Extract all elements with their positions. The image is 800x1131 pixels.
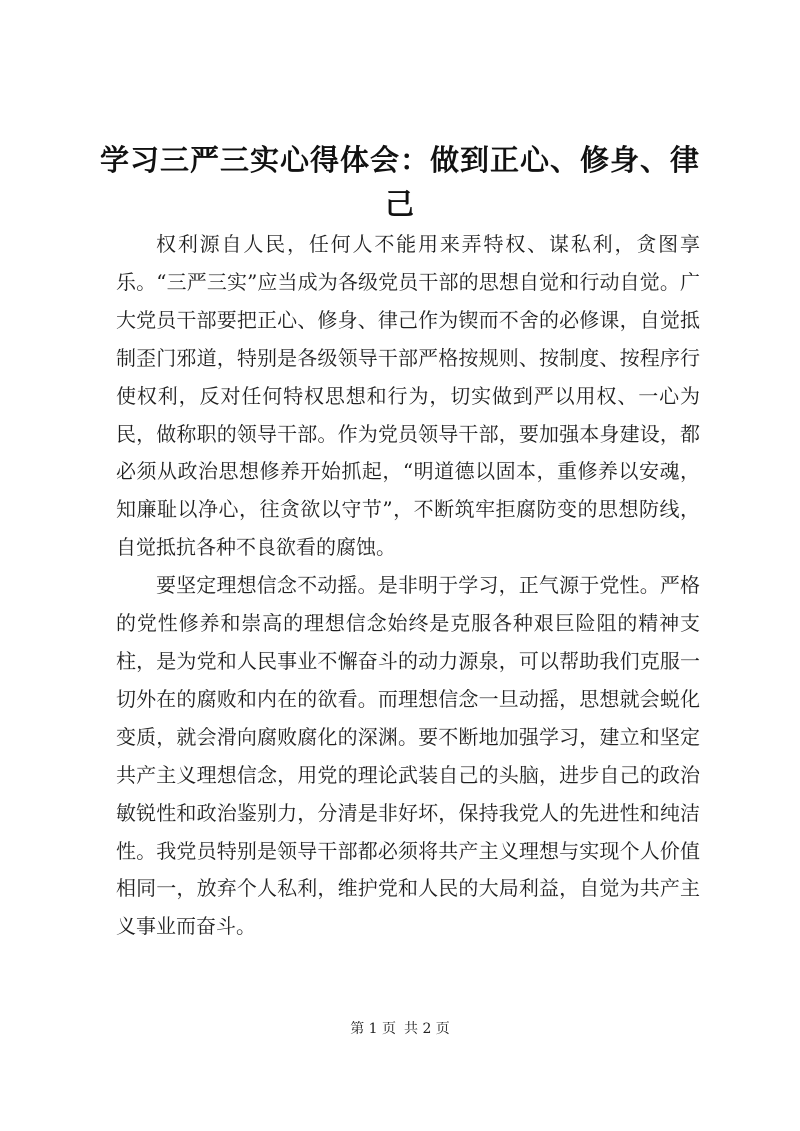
document-body xyxy=(116,226,700,946)
paragraph-1: 权利源自人民，任何人不能用来弄特权、谋私利，贪图享乐。“三严三实”应当成为各级党员干部的思想自觉和行动自觉。广大党员干部要把正心、修身、律己作为锲而不舍的必修课，自觉抵制歪门邪道，特别是各级领导干部严格按规则、按制度、按程序行使权利，反对任何特权思想和行为，切实做到严以用权、一心为民，做称职的领导干部。作为党员领导干部，要加强本身建设，都必须从政治思想修养开始抓起，“明道德以固本，重修养以安魂，知廉耻以净心，往贪欲以守节”，不断筑牢拒腐防变的思想防线，自觉抵抗各种不良欲看的腐蚀。 xyxy=(116,232,700,560)
document-title: 学习三严三实心得体会：做到正心、修身、律己 xyxy=(100,143,701,221)
paragraph-2: 要坚定理想信念不动摇。是非明于学习，正气源于党性。严格的党性修养和崇高的理想信念始终是克服各种艰巨险阻的精神支柱，是为党和人民事业不懈奋斗的动力源泉，可以帮助我们克服一切外在的腐败和内在的欲看。而理想信念一旦动摇，思想就会蜕化变质，就会滑向腐败腐化的深渊。要不断地加强学习，建立和坚定共产主义理想信念，用党的理论武装自己的头脑，进步自己的政治敏锐性和政治鉴别力，分清是非好坏，保持我党人的先进性和纯洁性。我党员特别是领导干部都必须将共产主义理想与实现个人价值相同一，放弃个人私利，维护党和人民的大局利益，自觉为共产主义事业而奋斗。 xyxy=(116,573,700,939)
page-number-total: 共 2 页 xyxy=(404,1021,450,1037)
page-footer xyxy=(0,1019,800,1039)
page-number-current: 第 1 页 xyxy=(350,1021,396,1037)
